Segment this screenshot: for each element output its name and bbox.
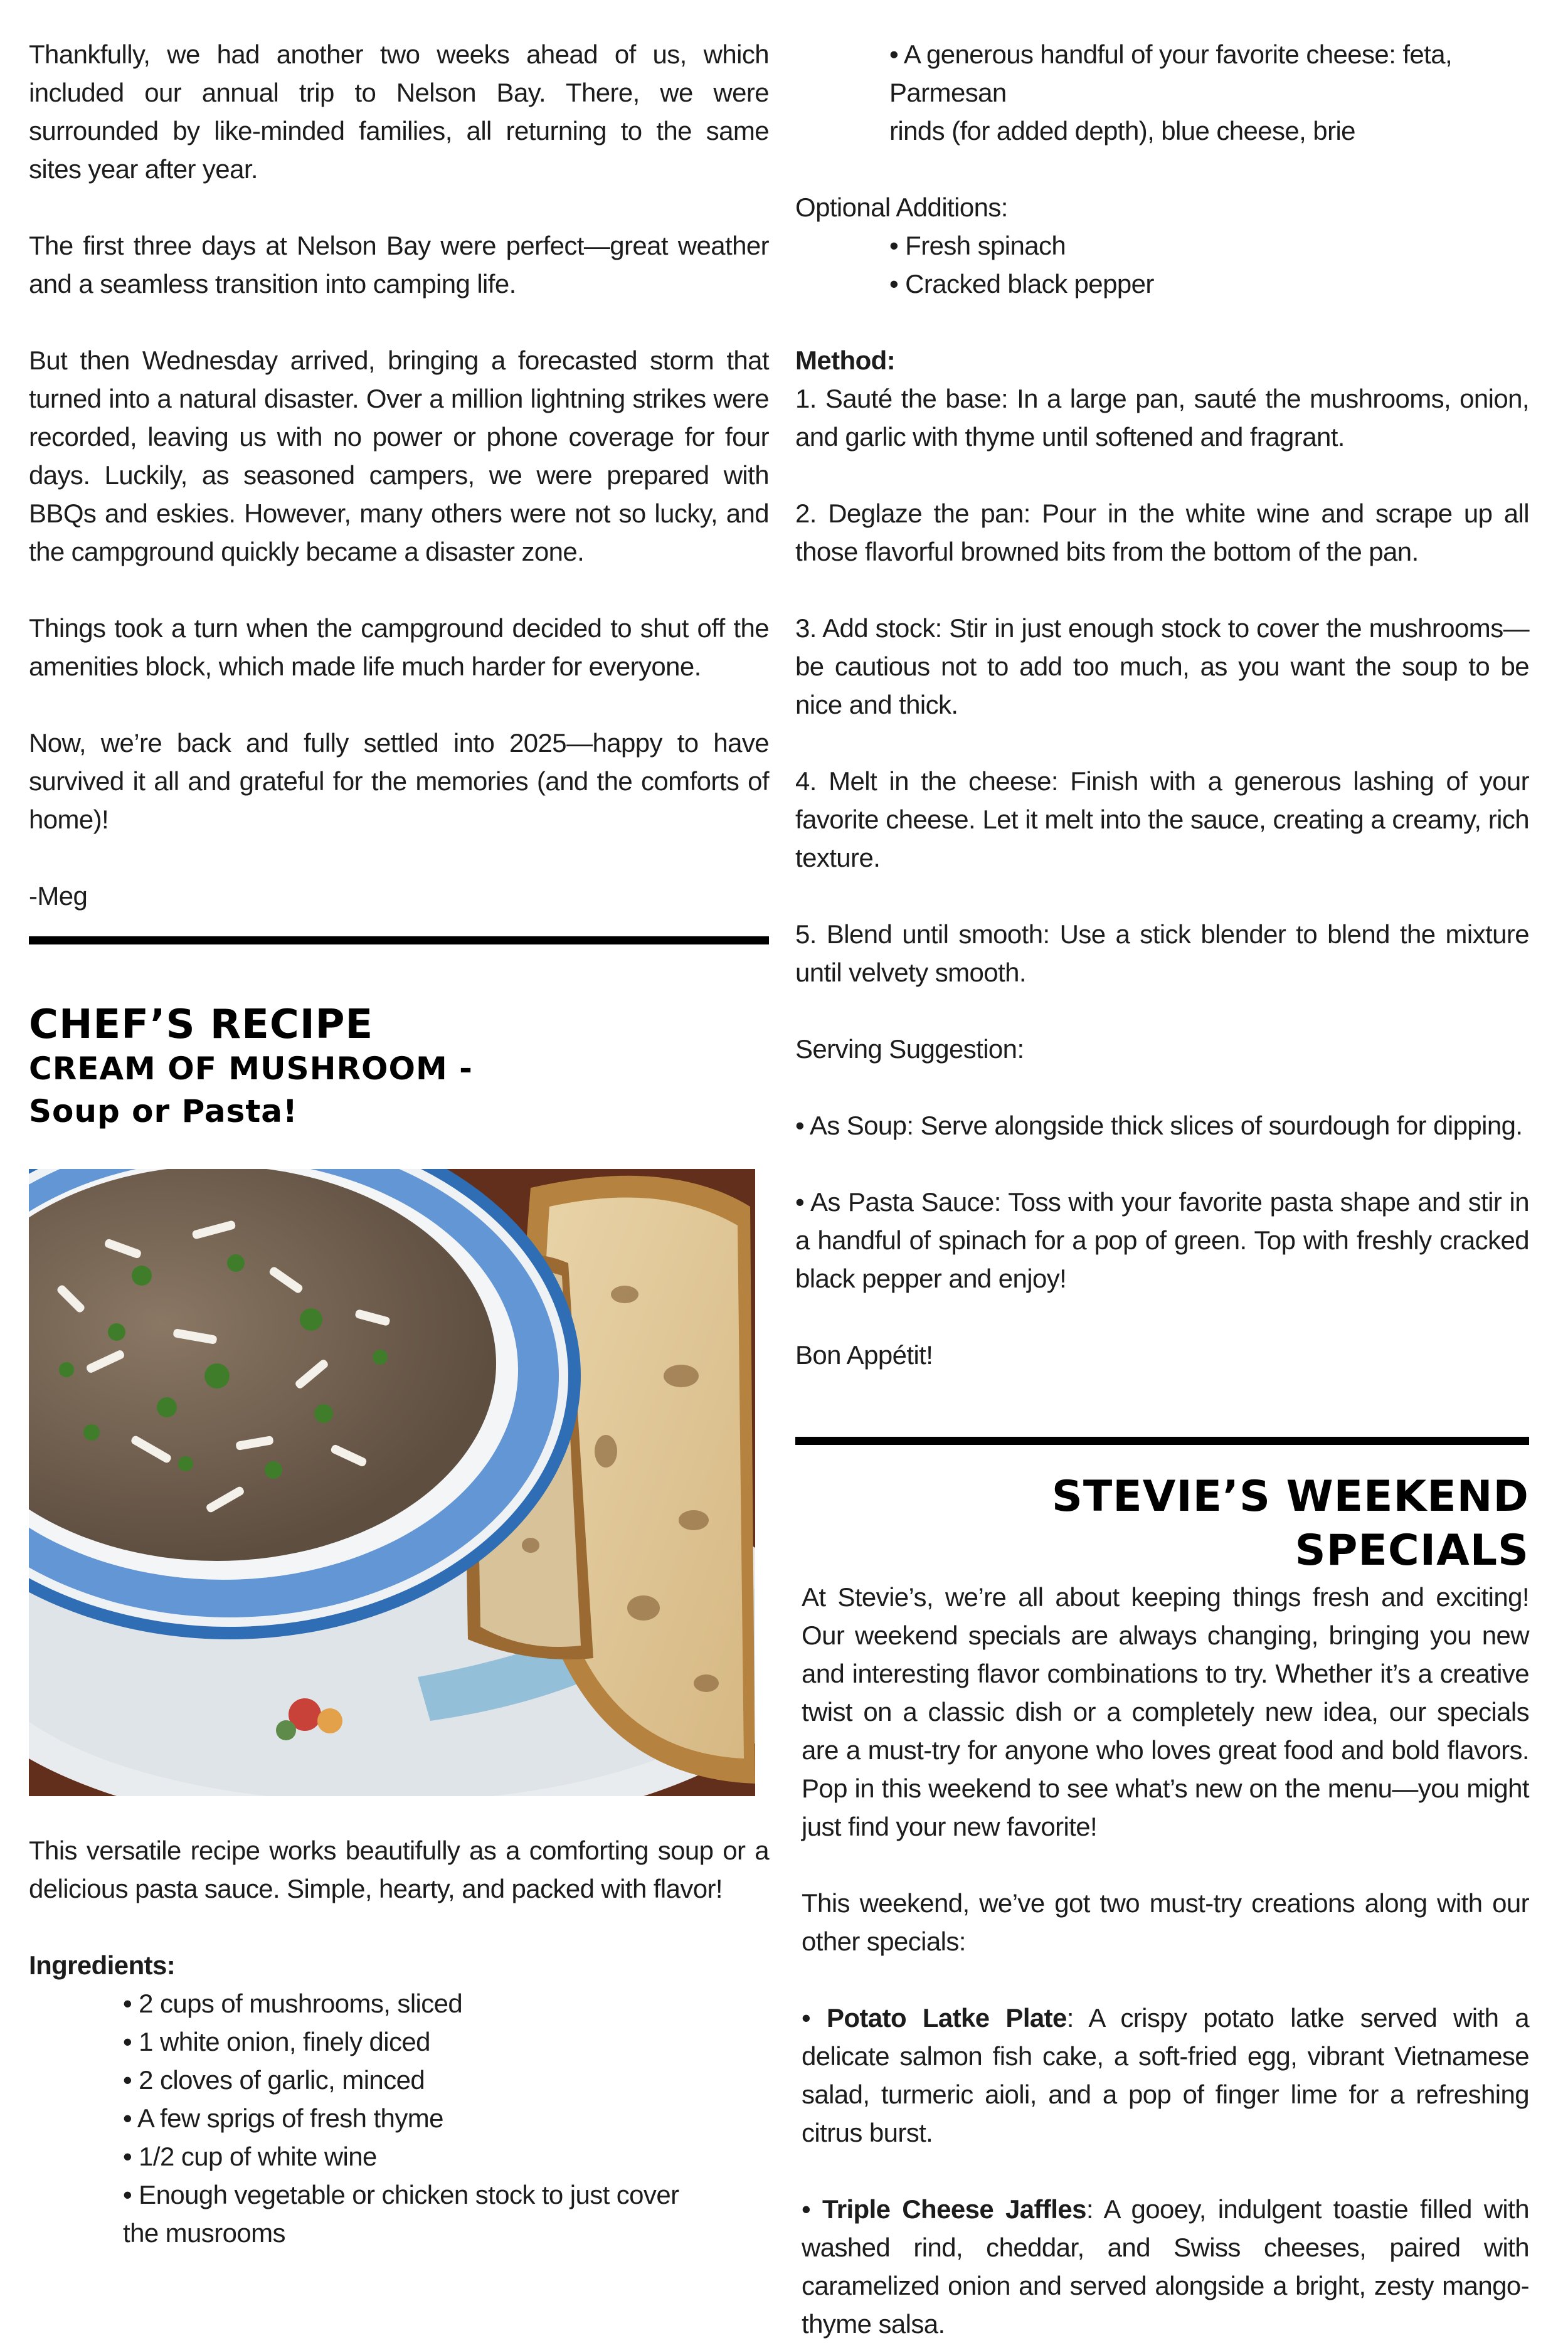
specials-intro: At Stevie’s, we’re all about keeping things fresh and exciting! Our weekend specials are always changing, bringing you new and interesting flavor combinations to try. Whether it’s a creative twist on a classic dish or a completely new idea, our specials are a must-try for anyone who loves great food and bold flavors. Pop in this weekend to see what’s new on the menu—you might just find your new favorite! [802,1582,1529,1841]
ingredient-item: • 2 cloves of garlic, minced [123,2065,425,2095]
special-2-name: Triple Cheese Jaffles [822,2194,1086,2224]
ingredient-item: • 1 white onion, finely diced [123,2027,430,2056]
optional-heading: Optional Additions: [795,193,1008,222]
left-column [29,35,769,2252]
method-step-3: 3. Add stock: Stir in just enough stock to cover the mushrooms—be cautious not to add too much, as you want the soup to be nice and thick. [795,613,1529,719]
ingredients-heading: Ingredients: [29,1950,176,1980]
ingredient-item: • 1/2 cup of white wine [123,2142,377,2171]
optional-item: • Fresh spinach [889,231,1066,260]
ingredient-item-continuation: the musrooms [123,2218,285,2248]
ingredient-item: • Enough vegetable or chicken stock to just cover [123,2180,679,2209]
intro-paragraph-1: Thankfully, we had another two weeks ahead of us, which included our annual trip to Nelson Bay. There, we were surrounded by like-minded families, all returning to the same sites year after year. [29,40,769,184]
specials-title-2: SPECIALS [1295,1526,1529,1575]
closing-line: Bon Appétit! [795,1340,933,1370]
serving-heading: Serving Suggestion: [795,1034,1024,1064]
mushroom-soup-photo [29,1169,755,1796]
recipe-intro: This versatile recipe works beautifully as a comforting soup or a delicious pasta sauce. Simple, hearty, and packed with flavor! [29,1836,769,1903]
specials-lead: This weekend, we’ve got two must-try creations along with our other specials: [802,1888,1529,1956]
ingredient-item-continuation: rinds (for added depth), blue cheese, brie [889,116,1355,145]
serving-pasta: • As Pasta Sauce: Toss with your favorite pasta shape and stir in a handful of spinach for a pop of green. Top with freshly cracked black pepper and enjoy! [795,1187,1529,1293]
ingredient-item: • 2 cups of mushrooms, sliced [123,1989,463,2018]
special-1-name: Potato Latke Plate [826,2003,1067,2033]
specials-title-1: STEVIE’S WEEKEND [1051,1472,1529,1521]
right-column [795,35,1529,2343]
signature: -Meg [29,881,88,911]
serving-soup: • As Soup: Serve alongside thick slices of sourdough for dipping. [795,1111,1523,1140]
intro-paragraph-2: The first three days at Nelson Bay were perfect—great weather and a seamless transition into camping life. [29,231,769,299]
section-divider [795,1437,1529,1445]
method-step-2: 2. Deglaze the pan: Pour in the white wine and scrape up all those flavorful browned bits from the bottom of the pan. [795,499,1529,566]
optional-item: • Cracked black pepper [889,269,1154,299]
special-1-desc: : A crispy potato latke served with a delicate salmon fish cake, a soft-fried egg, vibrant Vietnamese salad, turmeric aioli, and a pop of finger lime for a refreshing citrus burst. [802,2003,1529,2147]
special-item-2: • Triple Cheese Jaffles: A gooey, indulgent toastie filled with washed rind, cheddar, and Swiss cheeses, paired with caramelized onion and served alongside a bright, zesty mango-thyme salsa. [802,2194,1529,2339]
method-step-4: 4. Melt in the cheese: Finish with a generous lashing of your favorite cheese. Let it melt into the sauce, creating a creamy, rich texture. [795,766,1529,872]
section-divider [29,936,769,944]
method-step-1: 1. Sauté the base: In a large pan, sauté the mushrooms, onion, and garlic with thyme until softened and fragrant. [795,384,1529,452]
intro-paragraph-3: But then Wednesday arrived, bringing a forecasted storm that turned into a natural disaster. Over a million lightning strikes were recorded, leaving us with no power or phone coverage for four days. Luckily, as seasoned campers, we were prepared with BBQs and eskies. However, many others were not so lucky, and the campground quickly became a disaster zone. [29,346,769,566]
recipe-subtitle-2: Soup or Pasta! [29,1093,298,1129]
method-step-5: 5. Blend until smooth: Use a stick blender to blend the mixture until velvety smooth. [795,919,1529,987]
ingredient-item: • A few sprigs of fresh thyme [123,2103,443,2133]
method-heading: Method: [795,346,896,375]
recipe-subtitle-1: CREAM OF MUSHROOM - [29,1050,473,1087]
special-2-desc: : A gooey, indulgent toastie filled with washed rind, cheddar, and Swiss cheeses, paired with caramelized onion and served alongside a bright, zesty mango-thyme salsa. [802,2194,1529,2339]
ingredient-item: • A generous handful of your favorite cheese: feta, Parmesan [889,40,1453,107]
recipe-title: CHEF’S RECIPE [29,1002,374,1048]
intro-paragraph-5: Now, we’re back and fully settled into 2025—happy to have survived it all and grateful for the memories (and the comforts of home)! [29,728,769,834]
intro-paragraph-4: Things took a turn when the campground decided to shut off the amenities block, which made life much harder for everyone. [29,613,769,681]
special-item-1: • Potato Latke Plate: A crispy potato latke served with a delicate salmon fish cake, a soft-fried egg, vibrant Vietnamese salad, turmeric aioli, and a pop of finger lime for a refreshing citrus burst. [802,2003,1529,2147]
